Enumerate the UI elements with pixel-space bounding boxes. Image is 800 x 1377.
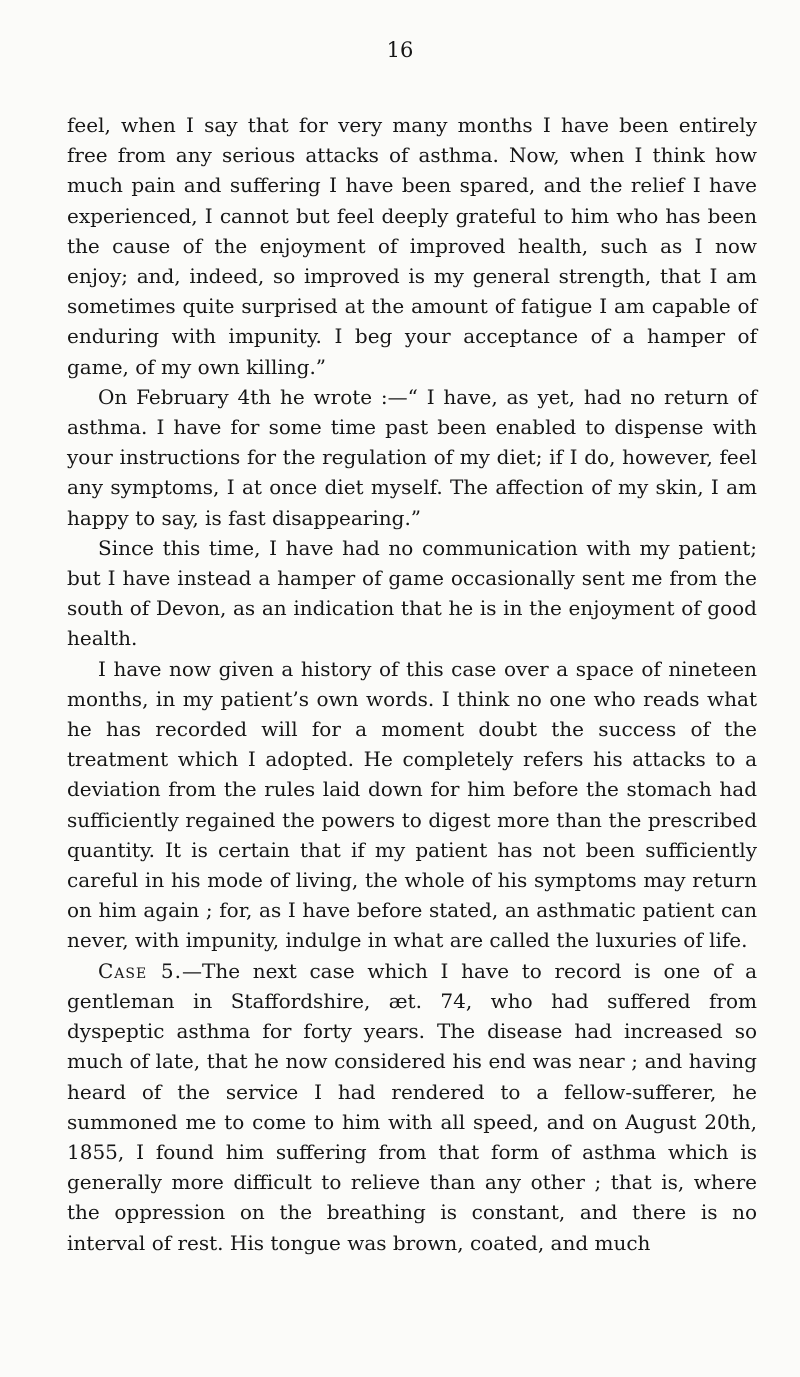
paragraph-case-history-summary: I have now given a history of this case over a space of nineteen months, in my patient’s own words. I think no one who reads what he has recorded will for a moment doubt the success of the treatment which I adopted. He completely refers his attacks to a deviation from the rules laid down for him before the stomach had sufficiently regained the powers to digest more than the prescribed quantity. It is certain that if my patient has not been sufficiently careful in his mode of living, the whole of his symptoms may return on him again ; for, as I have before stated, an asthmatic patient can never, with impunity, indulge in what are called the luxuries of life. bbox=[67, 656, 757, 953]
case-5-heading: Case 5. bbox=[98, 958, 182, 983]
case-5-text: —The next case which I have to record is one of a gentleman in Staffordshire, æt. 74, who had suffered from dyspeptic asthma for forty years. The disease had increased so much of late, that he now considered his end was near ; and having heard of the service I had rendered to a fellow-sufferer, he summoned me to come to him with all speed, and on August 20th, 1855, I found him suffering from that form of asthma which is generally more difficult to relieve than any other ; that is, where the oppression on the breathing is constant, and there is no interval of rest. His tongue was brown, coated, and much bbox=[67, 958, 757, 1255]
page-body-text bbox=[67, 110, 757, 1258]
paragraph-continued-letter: feel, when I say that for very many months I have been entirely free from any serious attacks of asthma. Now, when I think how much pain and suffering I have been spared, and the relief I have experienced, I cannot but feel deeply grateful to him who has been the cause of the enjoyment of improved health, such as I now enjoy; and, indeed, so improved is my general strength, that I am sometimes quite surprised at the amount of fatigue I am capable of enduring with impunity. I beg your acceptance of a hamper of game, of my own killing.” bbox=[67, 113, 757, 379]
paragraph-case-5 bbox=[67, 956, 757, 1258]
page-number: 16 bbox=[386, 38, 414, 62]
paragraph-since-this-time: Since this time, I have had no communication with my patient; but I have instead a hamper of game occasionally sent me from the south of Devon, as an indication that he is in the enjoyment of good health. bbox=[67, 535, 757, 651]
paragraph-february-letter: On February 4th he wrote :—“ I have, as yet, had no return of asthma. I have for some time past been enabled to dispense with your instructions for the regulation of my diet; if I do, however, feel any symptoms, I at once diet myself. The affection of my skin, I am happy to say, is fast disappearing.” bbox=[67, 384, 757, 530]
